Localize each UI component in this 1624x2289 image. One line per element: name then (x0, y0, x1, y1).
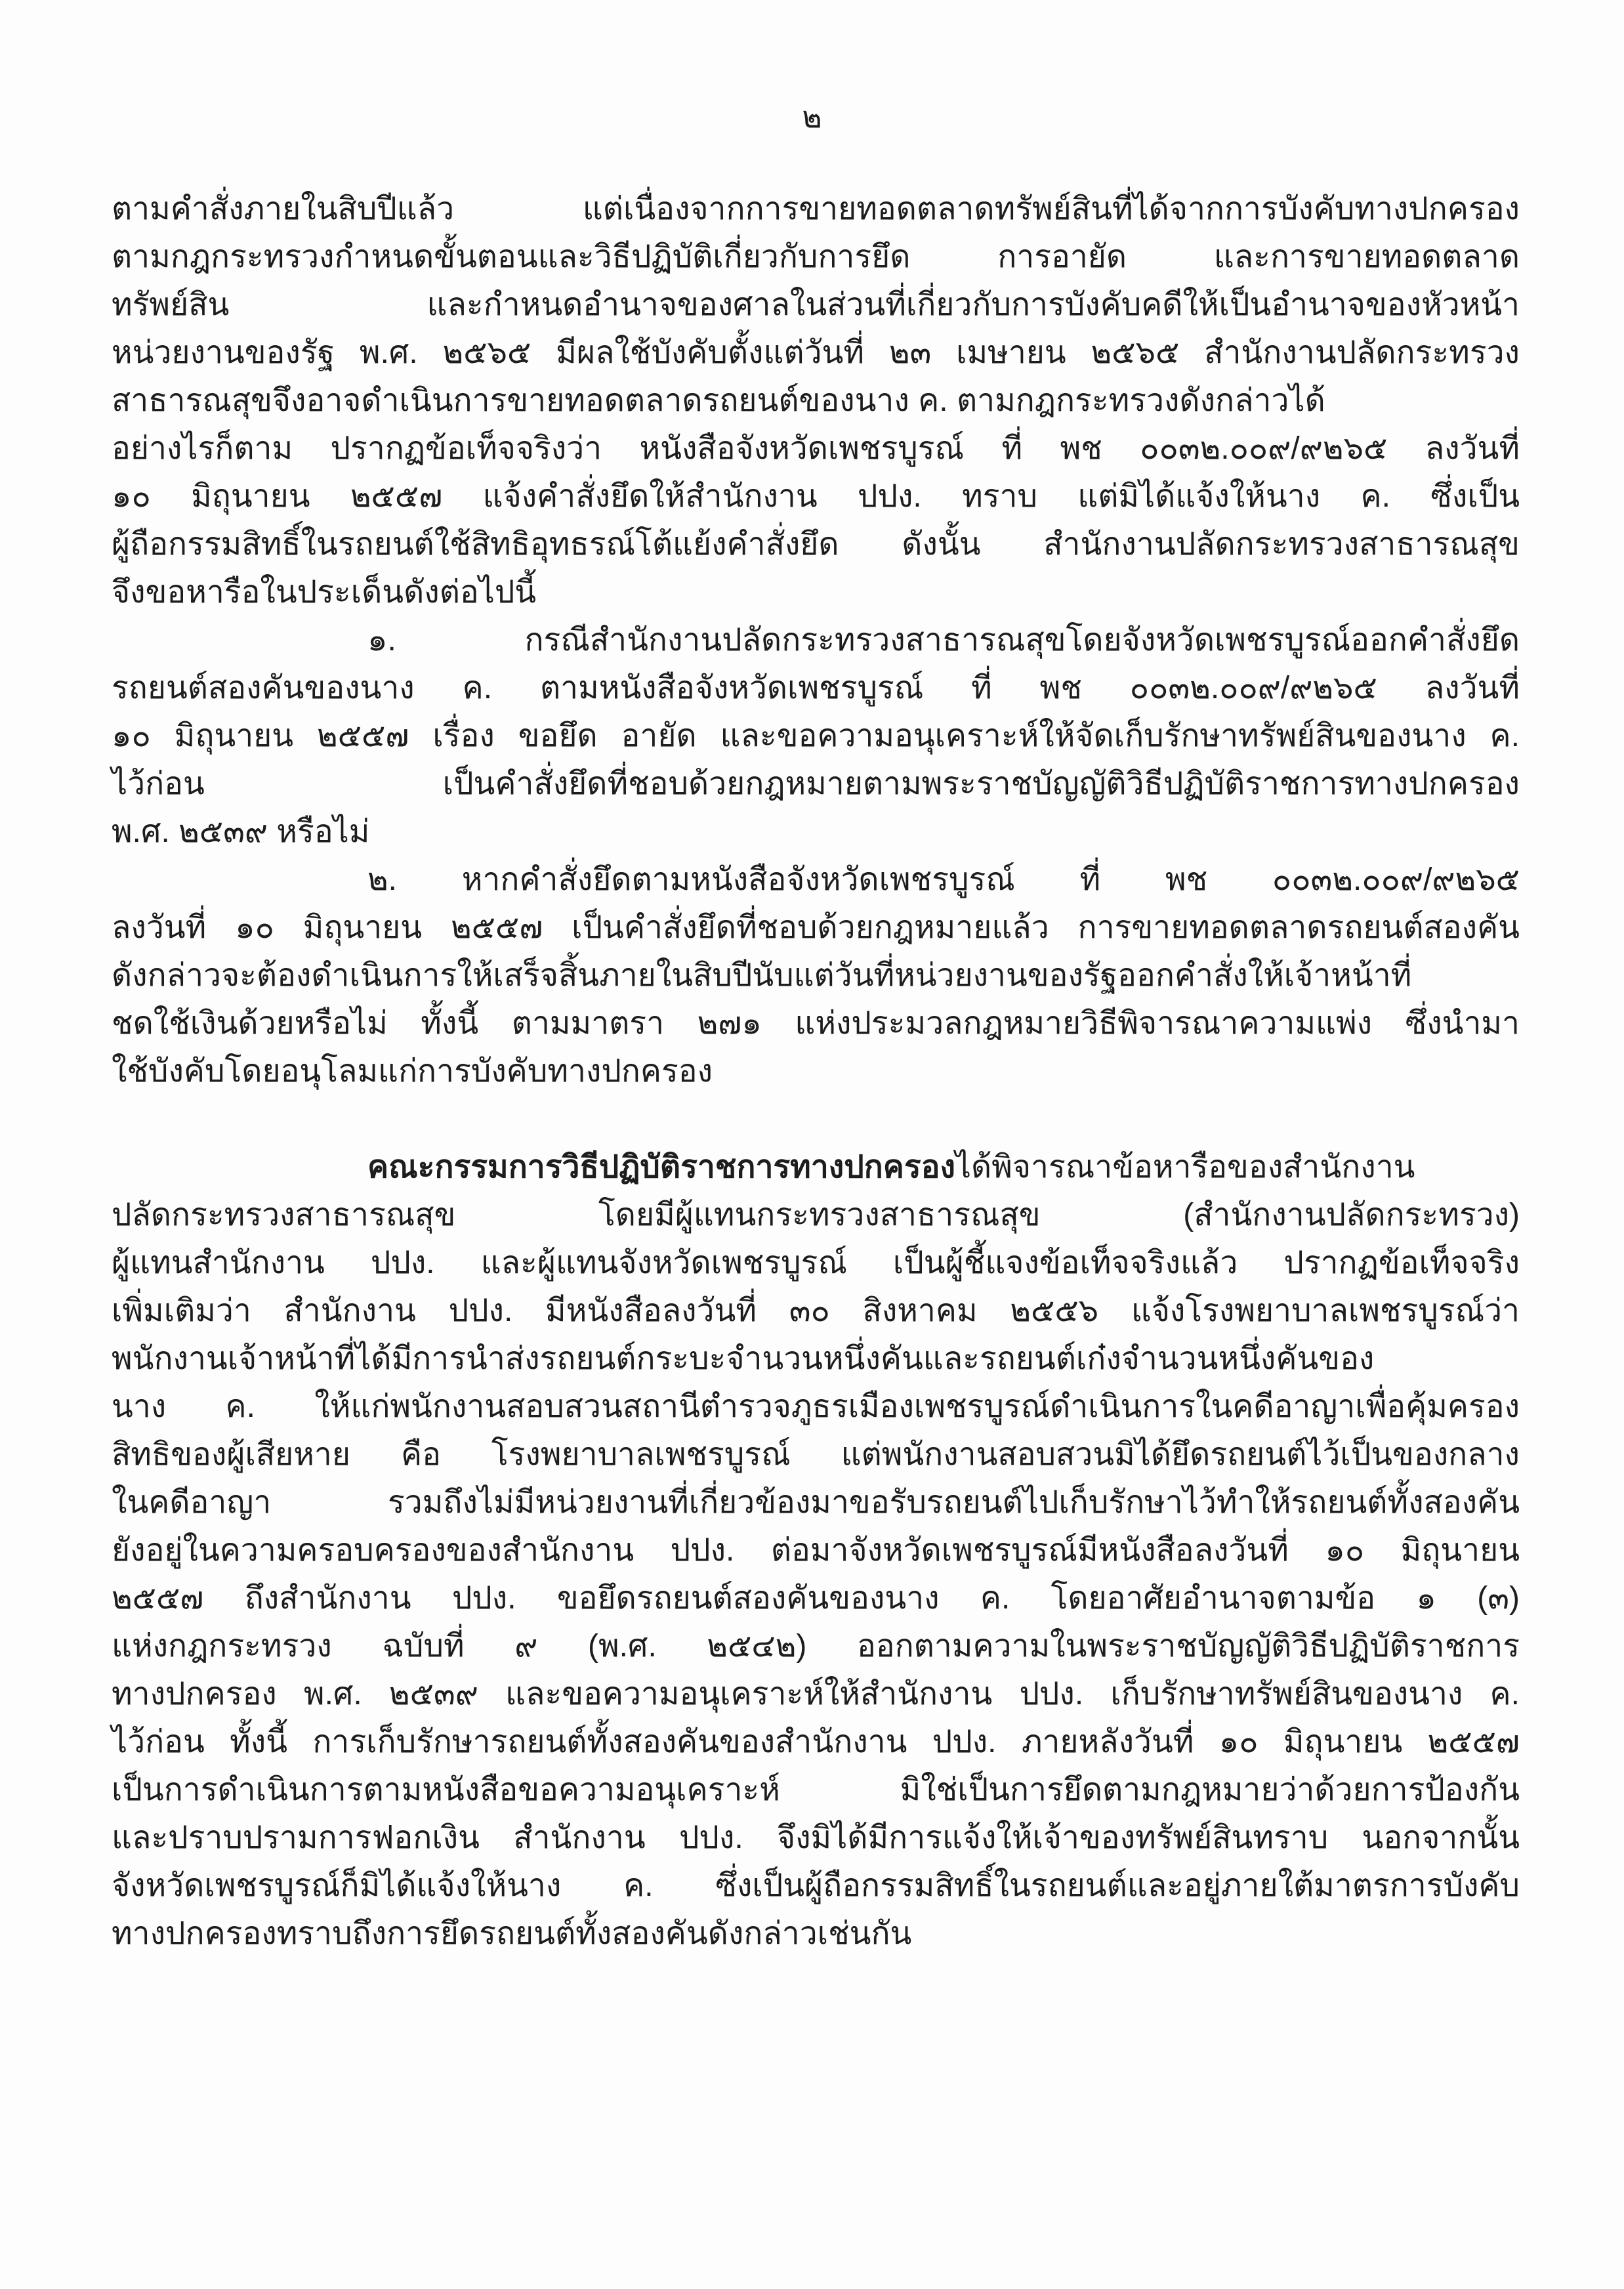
text-line: เพิ่มเติมว่า สำนักงาน ปปง. มีหนังสือลงวันที่ ๓๐ สิงหาคม ๒๕๕๖ แจ้งโรงพยาบาลเพชรบูรณ์ว่า (112, 1293, 1520, 1328)
text-line: และปราบปรามการฟอกเงิน สำนักงาน ปปง. จึงมิได้มีการแจ้งให้เจ้าของทรัพย์สินทราบ นอกจากนั้น (112, 1820, 1520, 1855)
text-line: ผู้ถือกรรมสิทธิ์ในรถยนต์ใช้สิทธิอุทธรณ์โต้แย้งคำสั่งยึด ดังนั้น สำนักงานปลัดกระทรวงสาธารณสุข (112, 527, 1520, 562)
text-line: ตามคำสั่งภายในสิบปีแล้ว แต่เนื่องจากการขายทอดตลาดทรัพย์สินที่ได้จากการบังคับทางปกครอง (112, 192, 1520, 226)
text-line: เป็นการดำเนินการตามหนังสือขอความอนุเคราะห์ มิใช่เป็นการยึดตามกฎหมายว่าด้วยการป้องกัน (112, 1773, 1520, 1807)
text-line: อย่างไรก็ตาม ปรากฏข้อเท็จจริงว่า หนังสือจังหวัดเพชรบูรณ์ ที่ พช ๐๐๓๒.๐๐๙/๙๒๖๕ ลงวันที่ (112, 431, 1520, 466)
text-line: ผู้แทนสำนักงาน ปปง. และผู้แทนจังหวัดเพชรบูรณ์ เป็นผู้ชี้แจงข้อเท็จจริงแล้ว ปรากฏข้อเท็จจริง (112, 1246, 1520, 1280)
text-line: ๒. หากคำสั่งยึดตามหนังสือจังหวัดเพชรบูรณ์ ที่ พช ๐๐๓๒.๐๐๙/๙๒๖๕ (367, 862, 1520, 897)
text-line: คณะกรรมการวิธีปฏิบัติราชการทางปกครองได้พิจารณาข้อหารือของสำนักงาน (367, 1150, 1415, 1185)
text-line: หน่วยงานของรัฐ พ.ศ. ๒๕๖๕ มีผลใช้บังคับตั้งแต่วันที่ ๒๓ เมษายน ๒๕๖๕ สำนักงานปลัดกระทรวง (112, 335, 1520, 370)
text-line: สิทธิของผู้เสียหาย คือ โรงพยาบาลเพชรบูรณ์ แต่พนักงานสอบสวนมิได้ยึดรถยนต์ไว้เป็นของกลาง (112, 1437, 1520, 1472)
paragraph (112, 1143, 1520, 1958)
text-line: ๑. กรณีสำนักงานปลัดกระทรวงสาธารณสุขโดยจังหวัดเพชรบูรณ์ออกคำสั่งยึด (367, 623, 1520, 658)
paragraph (112, 185, 1520, 616)
bold-lead-text: คณะกรรมการวิธีปฏิบัติราชการทางปกครอง (367, 1150, 955, 1185)
text-line: ดังกล่าวจะต้องดำเนินการให้เสร็จสิ้นภายในสิบปีนับแต่วันที่หน่วยงานของรัฐออกคำสั่งให้เจ้าหน้าที่ (112, 958, 1412, 993)
paragraph (112, 616, 1520, 856)
text-line: ใช้บังคับโดยอนุโลมแก่การบังคับทางปกครอง (112, 1054, 713, 1089)
text-line: นาง ค. ให้แก่พนักงานสอบสวนสถานีตำรวจภูธรเมืองเพชรบูรณ์ดำเนินการในคดีอาญาเพื่อคุ้มครอง (112, 1389, 1520, 1424)
paragraph (112, 856, 1520, 1095)
text-line: ตามกฎกระทรวงกำหนดขั้นตอนและวิธีปฏิบัติเกี่ยวกับการยึด การอายัด และการขายทอดตลาด (112, 240, 1520, 274)
text-line: ทางปกครองทราบถึงการยึดรถยนต์ทั้งสองคันดังกล่าวเช่นกัน (112, 1916, 912, 1951)
text-line: พนักงานเจ้าหน้าที่ได้มีการนำส่งรถยนต์กระบะจำนวนหนึ่งคันและรถยนต์เก๋งจำนวนหนึ่งคันของ (112, 1341, 1375, 1376)
text-line: ทรัพย์สิน และกำหนดอำนาจของศาลในส่วนที่เกี่ยวกับการบังคับคดีให้เป็นอำนาจของหัวหน้า (112, 287, 1520, 322)
text-line: ทางปกครอง พ.ศ. ๒๕๓๙ และขอความอนุเคราะห์ให้สำนักงาน ปปง. เก็บรักษาทรัพย์สินของนาง ค. (112, 1677, 1520, 1712)
text-line: สาธารณสุขจึงอาจดำเนินการขายทอดตลาดรถยนต์ของนาง ค. ตามกฎกระทรวงดังกล่าวได้ (112, 383, 1325, 418)
text-line: ในคดีอาญา รวมถึงไม่มีหน่วยงานที่เกี่ยวข้องมาขอรับรถยนต์ไปเก็บรักษาไว้ทำให้รถยนต์ทั้งสองคัน (112, 1485, 1520, 1520)
text-line: ยังอยู่ในความครอบครองของสำนักงาน ปปง. ต่อมาจังหวัดเพชรบูรณ์มีหนังสือลงวันที่ ๑๐ มิถุนายน (112, 1533, 1520, 1568)
text-line: แห่งกฎกระทรวง ฉบับที่ ๙ (พ.ศ. ๒๕๔๒) ออกตามความในพระราชบัญญัติวิธีปฏิบัติราชการ (112, 1629, 1520, 1664)
text-line: ไว้ก่อน ทั้งนี้ การเก็บรักษารถยนต์ทั้งสองคันของสำนักงาน ปปง. ภายหลังวันที่ ๑๐ มิถุนายน ๒๕๕๗ (112, 1725, 1520, 1759)
text-line: ๒๕๕๗ ถึงสำนักงาน ปปง. ขอยึดรถยนต์สองคันของนาง ค. โดยอาศัยอำนาจตามข้อ ๑ (๓) (112, 1581, 1520, 1616)
text-line: ไว้ก่อน เป็นคำสั่งยึดที่ชอบด้วยกฎหมายตามพระราชบัญญัติวิธีปฏิบัติราชการทางปกครอง (112, 766, 1520, 801)
text-line: ๑๐ มิถุนายน ๒๕๕๗ แจ้งคำสั่งยึดให้สำนักงาน ปปง. ทราบ แต่มิได้แจ้งให้นาง ค. ซึ่งเป็น (112, 479, 1520, 514)
text-line: ๑๐ มิถุนายน ๒๕๕๗ เรื่อง ขอยึด อายัด และขอความอนุเคราะห์ให้จัดเก็บรักษาทรัพย์สินของนาง ค. (112, 719, 1520, 753)
text-line: ชดใช้เงินด้วยหรือไม่ ทั้งนี้ ตามมาตรา ๒๗๑ แห่งประมวลกฎหมายวิธีพิจารณาความแพ่ง ซึ่งนำมา (112, 1006, 1520, 1041)
text-line: พ.ศ. ๒๕๓๙ หรือไม่ (112, 814, 370, 849)
text-line: ลงวันที่ ๑๐ มิถุนายน ๒๕๕๗ เป็นคำสั่งยึดที่ชอบด้วยกฎหมายแล้ว การขายทอดตลาดรถยนต์สองคัน (112, 910, 1520, 945)
document-body (112, 185, 1520, 1958)
text-line: จังหวัดเพชรบูรณ์ก็มิได้แจ้งให้นาง ค. ซึ่งเป็นผู้ถือกรรมสิทธิ์ในรถยนต์และอยู่ภายใต้มาตรการบังคับ (112, 1868, 1520, 1903)
text-line: รถยนต์สองคันของนาง ค. ตามหนังสือจังหวัดเพชรบูรณ์ ที่ พช ๐๐๓๒.๐๐๙/๙๒๖๕ ลงวันที่ (112, 671, 1520, 705)
text-line: จึงขอหารือในประเด็นดังต่อไปนี้ (112, 575, 537, 610)
text-line: ปลัดกระทรวงสาธารณสุข โดยมีผู้แทนกระทรวงสาธารณสุข (สำนักงานปลัดกระทรวง) (112, 1198, 1520, 1232)
page-number: ๒ (802, 100, 822, 134)
